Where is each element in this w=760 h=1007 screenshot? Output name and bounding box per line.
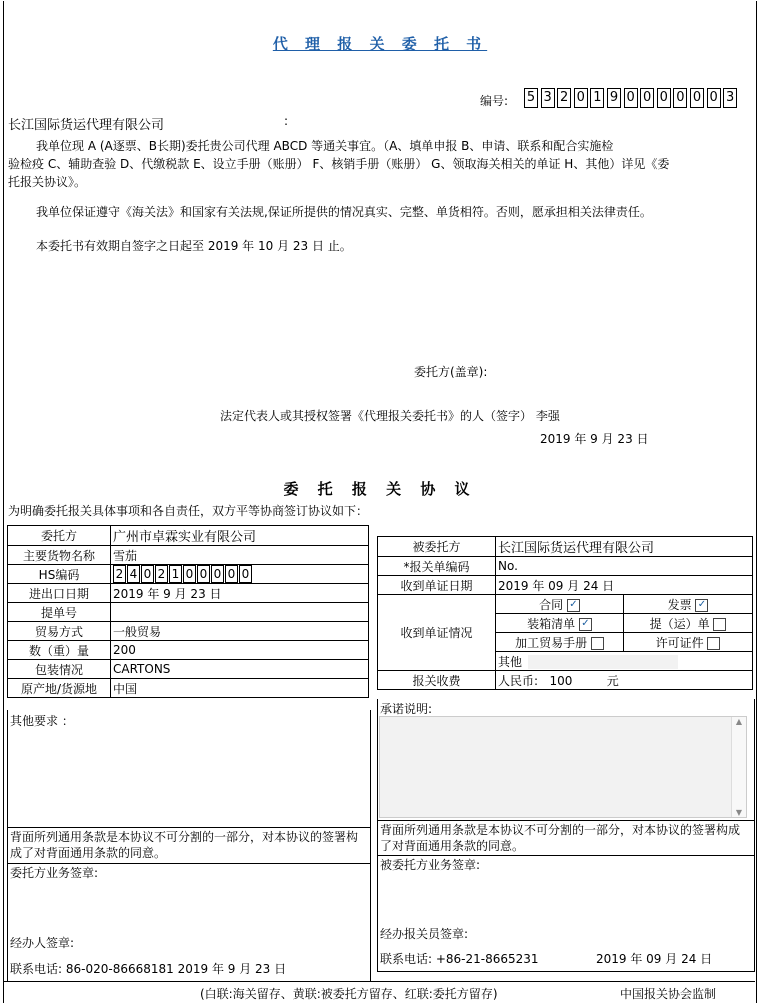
agent-value: 长江国际货运代理有限公司 [496, 537, 753, 557]
right-sign-box [377, 854, 755, 972]
principal-row-value: CARTONS [111, 660, 369, 679]
fee-label: 报关收费 [378, 671, 496, 690]
doc-other-input[interactable] [528, 655, 678, 669]
principal-row [8, 641, 369, 660]
number-digit: 0 [707, 88, 721, 108]
principal-row-label: 进出口日期 [8, 584, 111, 603]
hs-digit: 0 [239, 565, 252, 583]
number-digit: 0 [690, 88, 704, 108]
hs-digit: 2 [155, 565, 168, 583]
principal-table [7, 525, 369, 698]
doc-processing-manual: 加工贸易手册 [496, 633, 624, 652]
principal-row-label: 包装情况 [8, 660, 111, 679]
left-other-requirements: 其他要求 ： [10, 714, 74, 728]
right-date: 2019 年 09 月 24 日 [596, 952, 713, 966]
hs-digit: 4 [127, 565, 140, 583]
right-handler-seal: 经办报关员签章: [380, 927, 469, 941]
contract-checkbox[interactable]: ✓ [567, 599, 580, 612]
right-promise-box [377, 699, 755, 821]
principal-row-value: 雪茄 [111, 546, 369, 565]
number-digit: 2 [557, 88, 571, 108]
principal-row [8, 546, 369, 565]
number-digit: 9 [607, 88, 621, 108]
right-business-seal: 被委托方业务签章: [380, 858, 481, 872]
hs-digit: 0 [197, 565, 210, 583]
principal-row [8, 603, 369, 622]
number-digit: 3 [541, 88, 555, 108]
document-title: 代 理 报 关 委 托 书 [272, 35, 488, 53]
left-terms-box [7, 827, 371, 864]
hs-digit: 0 [141, 565, 154, 583]
right-terms-box [377, 820, 755, 856]
agent-label: 被委托方 [378, 537, 496, 557]
left-other-box [7, 710, 371, 828]
doc-packing-list: 装箱清单 ✓ [496, 614, 624, 633]
principal-row-value: 广州市卓霖实业有限公司 [111, 526, 369, 546]
principal-row-value: 中国 [111, 679, 369, 698]
declaration-no-value: No. [496, 557, 753, 576]
number-label: 编号: [480, 94, 509, 108]
agreement-title: 委 托 报 关 协 议 [283, 480, 477, 498]
promise-scrollbar[interactable] [731, 717, 746, 817]
principal-row-value: 200 [111, 641, 369, 660]
left-business-seal: 委托方业务签章: [10, 866, 99, 880]
fee-value-cell: 人民币: 100 元 [496, 671, 753, 690]
license-checkbox[interactable] [707, 637, 720, 650]
fee-amount: 100 [549, 673, 573, 688]
processing-manual-checkbox[interactable] [591, 637, 604, 650]
authorization-line-1: 我单位现 A (A逐票、B长期)委托贵公司代理 ABCD 等通关事宜。（A、填单申报 B、申请、联系和配合实施检 [36, 139, 614, 153]
principal-row-label: 数（重）量 [8, 641, 111, 660]
legal-representative-line: 法定代表人或其授权签署《代理报关委托书》的人（签字） 李强 [220, 409, 560, 423]
hs-digit: 0 [225, 565, 238, 583]
principal-row-label: 贸易方式 [8, 622, 111, 641]
agreement-intro: 为明确委托报关具体事项和各自责任，双方平等协商签订协议如下： [8, 504, 369, 518]
number-digit: 0 [673, 88, 687, 108]
hs-digit: 0 [183, 565, 196, 583]
guarantee-paragraph: 我单位保证遵守《海关法》和国家有关法规,保证所提供的情况真实、完整、单货相符。否则，愿承担相关法律责任。 [36, 205, 652, 219]
principal-row-label: 提单号 [8, 603, 111, 622]
principal-row [8, 526, 369, 546]
authorization-line-2: 验检疫 C、辅助查验 D、代缴税款 E、设立手册（账册） F、核销手册（账册） G、领取海关相关的单证 H、其他）详见《委 [8, 157, 670, 171]
principal-row [8, 679, 369, 698]
left-phone-date: 联系电话: 86-020-86668181 2019 年 9 月 23 日 [10, 962, 287, 976]
promise-textarea[interactable] [379, 716, 747, 818]
declaration-no-label: *报关单编码 [378, 557, 496, 576]
doc-contract: 合同 ✓ [496, 595, 624, 614]
receipt-date-value: 2019 年 09 月 24 日 [496, 576, 753, 595]
footer-rule [3, 981, 755, 982]
invoice-checkbox[interactable]: ✓ [695, 599, 708, 612]
footer-supervisor: 中国报关协会监制 [620, 987, 717, 1001]
packing-list-checkbox[interactable]: ✓ [579, 618, 592, 631]
agent-table [377, 536, 753, 690]
principal-row-label: 委托方 [8, 526, 111, 546]
number-digit: 5 [524, 88, 538, 108]
principal-row [8, 584, 369, 603]
right-phone: 联系电话: +86-21-8665231 [380, 952, 539, 966]
principal-row-value [111, 565, 369, 584]
authorization-line-3: 托报关协议》。 [8, 175, 87, 189]
doc-license: 许可证件 [624, 633, 753, 652]
promise-label: 承诺说明: [380, 702, 433, 716]
number-digit: 0 [640, 88, 654, 108]
left-sign-box [7, 863, 371, 982]
receipt-date-label: 收到单证日期 [378, 576, 496, 595]
principal-row [8, 565, 369, 584]
left-handler-seal: 经办人签章: [10, 936, 75, 950]
principal-row [8, 622, 369, 641]
principal-row-label: 主要货物名称 [8, 546, 111, 565]
doc-bill-of-lading: 提（运）单 [624, 614, 753, 633]
number-digit: 1 [590, 88, 604, 108]
hs-digit: 1 [169, 565, 182, 583]
addressee: 长江国际货运代理有限公司 [8, 118, 165, 133]
right-terms-text: 背面所列通用条款是本协议不可分割的一部分，对本协议的签署构成了对背面通用条款的同意。 [380, 823, 741, 853]
principal-row-value: 一般贸易 [111, 622, 369, 641]
scroll-down-icon[interactable]: ▼ [735, 808, 743, 817]
hs-digit: 2 [113, 565, 126, 583]
principal-row-value [111, 603, 369, 622]
bill-of-lading-checkbox[interactable] [713, 618, 726, 631]
hs-digit: 0 [211, 565, 224, 583]
receipt-status-label: 收到单证情况 [378, 595, 496, 671]
footer-copies: (白联:海关留存、黄联:被委托方留存、红联:委托方留存) [200, 987, 498, 1001]
scroll-up-icon[interactable]: ▲ [735, 717, 743, 726]
addressee-colon: : [284, 114, 289, 128]
sign-date: 2019 年 9 月 23 日 [540, 432, 649, 446]
number-digit: 3 [723, 88, 737, 108]
doc-invoice: 发票 ✓ [624, 595, 753, 614]
validity-paragraph: 本委托书有效期自签字之日起至 2019 年 10 月 23 日 止。 [36, 239, 352, 253]
number-digit: 0 [574, 88, 588, 108]
principal-row-label: 原产地/货源地 [8, 679, 111, 698]
doc-other: 其他 [496, 652, 753, 671]
left-terms-text: 背面所列通用条款是本协议不可分割的一部分，对本协议的签署构成了对背面通用条款的同意。 [10, 830, 359, 860]
principal-row-value: 2019 年 9 月 23 日 [111, 584, 369, 603]
principal-seal-label: 委托方(盖章): [414, 365, 488, 379]
principal-row-label: HS编码 [8, 565, 111, 584]
number-digit: 0 [657, 88, 671, 108]
number-digit: 0 [624, 88, 638, 108]
principal-row [8, 660, 369, 679]
